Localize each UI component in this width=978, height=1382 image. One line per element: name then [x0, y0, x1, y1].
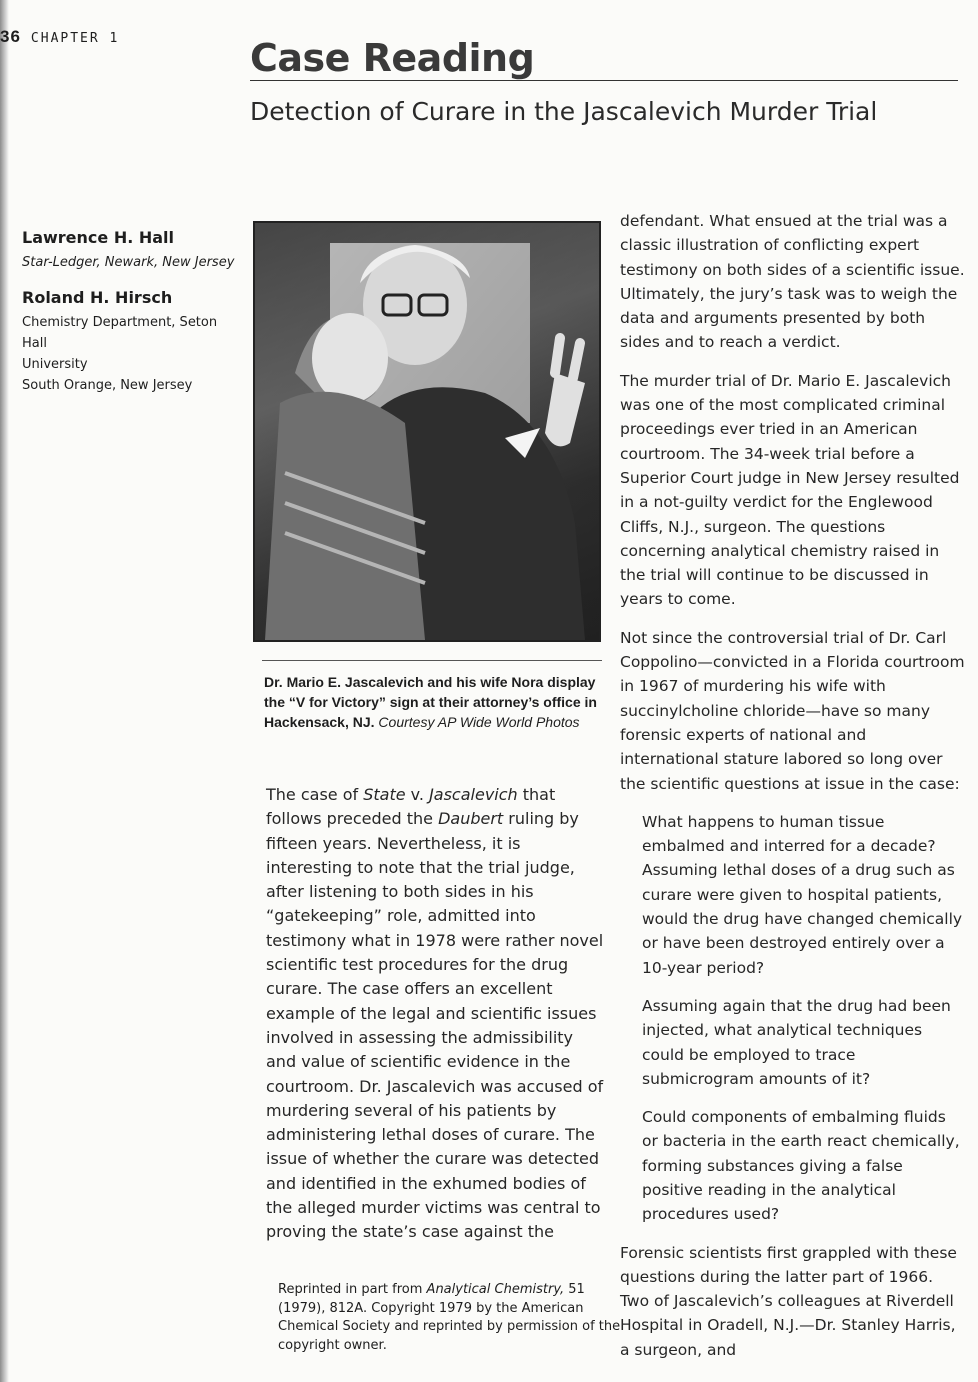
photo-illustration: [255, 223, 599, 640]
title-rule: [250, 80, 958, 81]
caption-text: Dr. Mario E. Jascalevich and his wife Nora display the “V for Victory” sign at their attorney’s office in Hackensack, NJ.: [264, 674, 597, 730]
author-block: [22, 228, 244, 411]
author-affiliation: Star-Ledger, Newark, New Jersey: [22, 255, 235, 270]
author-1: [22, 228, 244, 273]
paragraph: Not since the controversial trial of Dr. Carl Coppolino—convicted in a Florida courtroom in 1967 of murdering his wife with succinylcholine chloride—have so many forensic experts of national and international stature labored so long over the scientific questions at issue in the case:: [620, 628, 965, 793]
paragraph: Forensic scientists first grappled with these questions during the latter part of 1966. Two of Jascalevich’s colleagues at Riverdell Hospital in Oradell, N.J.—Dr. Stanley Harris, a surgeon, and: [620, 1243, 957, 1359]
page-number: 36: [0, 27, 21, 46]
binding-shadow: [0, 0, 9, 1382]
article-subtitle: Detection of Curare in the Jascalevich Murder Trial: [250, 97, 878, 126]
reprint-notice: [278, 1281, 628, 1355]
author-name: Lawrence H. Hall: [22, 228, 175, 247]
paragraph: defendant. What ensued at the trial was a classic illustration of conflicting expert testimony on both sides of a scientific issue. Ultimately, the jury’s task was to weigh the data and arguments presented by both sides and to reach a verdict.: [620, 212, 965, 352]
case-name: State: [363, 785, 406, 804]
text-run: 51 (1979), 812A. Copyright 1979 by the American Chemical Society and reprinted by permission of the copyright owner.: [278, 1282, 621, 1353]
case-name: Daubert: [438, 809, 504, 829]
body-column-left: [266, 783, 606, 1245]
text-run: Reprinted in part from: [278, 1282, 427, 1297]
author-name: Roland H. Hirsch: [22, 288, 173, 307]
author-affiliation: University: [22, 357, 88, 372]
author-affiliation: South Orange, New Jersey: [22, 378, 193, 393]
section-title: Case Reading: [250, 36, 535, 80]
news-photo: [253, 221, 601, 642]
journal-name: Analytical Chemistry,: [426, 1282, 565, 1297]
body-column-right: [620, 209, 965, 1376]
question-paragraph: What happens to human tissue embalmed and interred for a decade? Assuming lethal doses of a drug such as curare were given to hospital patients, would the drug have changed chemically or have been destroyed entirely over a 10-year period?: [642, 812, 963, 977]
chapter-label: CHAPTER 1: [30, 31, 120, 46]
text-run: The case of: [266, 785, 364, 804]
question-paragraph: Assuming again that the drug had been injected, what analytical techniques could be employed to trace submicrogram amounts of it?: [642, 996, 951, 1088]
paragraph: [266, 783, 606, 1245]
caption-rule: [262, 660, 602, 661]
author-affiliation: Chemistry Department, Seton Hall: [22, 315, 218, 351]
question-paragraph: Could components of embalming fluids or bacteria in the earth react chemically, forming substances giving a false positive reading in the analytical procedures used?: [642, 1108, 960, 1224]
text-run: v.: [405, 785, 430, 804]
photo-credit: Courtesy AP Wide World Photos: [374, 714, 580, 730]
author-2: [22, 288, 244, 396]
paragraph: The murder trial of Dr. Mario E. Jascalevich was one of the most complicated criminal proceedings ever tried in an American courtroom. The 34-week trial before a Superior Court judge in New Jersey resulted in a not-guilty verdict for the Englewood Cliffs, N.J., surgeon. The questions concerning analytical chemistry raised in the trial will continue to be discussed in years to come.: [620, 371, 960, 609]
photo-caption: [264, 672, 609, 732]
text-run: that follows preceded the: [266, 785, 556, 829]
running-header: [0, 27, 119, 47]
case-name: Jascalevich: [429, 785, 518, 804]
text-run: ruling by fifteen years. Nevertheless, it is interesting to note that the trial judge, after listening to both sides in his “gatekeeping” role, admitted into testimony what in 1978 were rather novel scientific test procedures for the drug curare. The case offers an excellent example of the legal and scientific issues involved in assessing the admissibility and value of scientific evidence in the courtroom. Dr. Jascalevich was accused of murdering several of his patients by administering lethal doses of curare. The issue of whether the curare was detected and identified in the exhumed bodies of the alleged murder victims was central to proving the state’s case against the: [266, 809, 604, 1242]
